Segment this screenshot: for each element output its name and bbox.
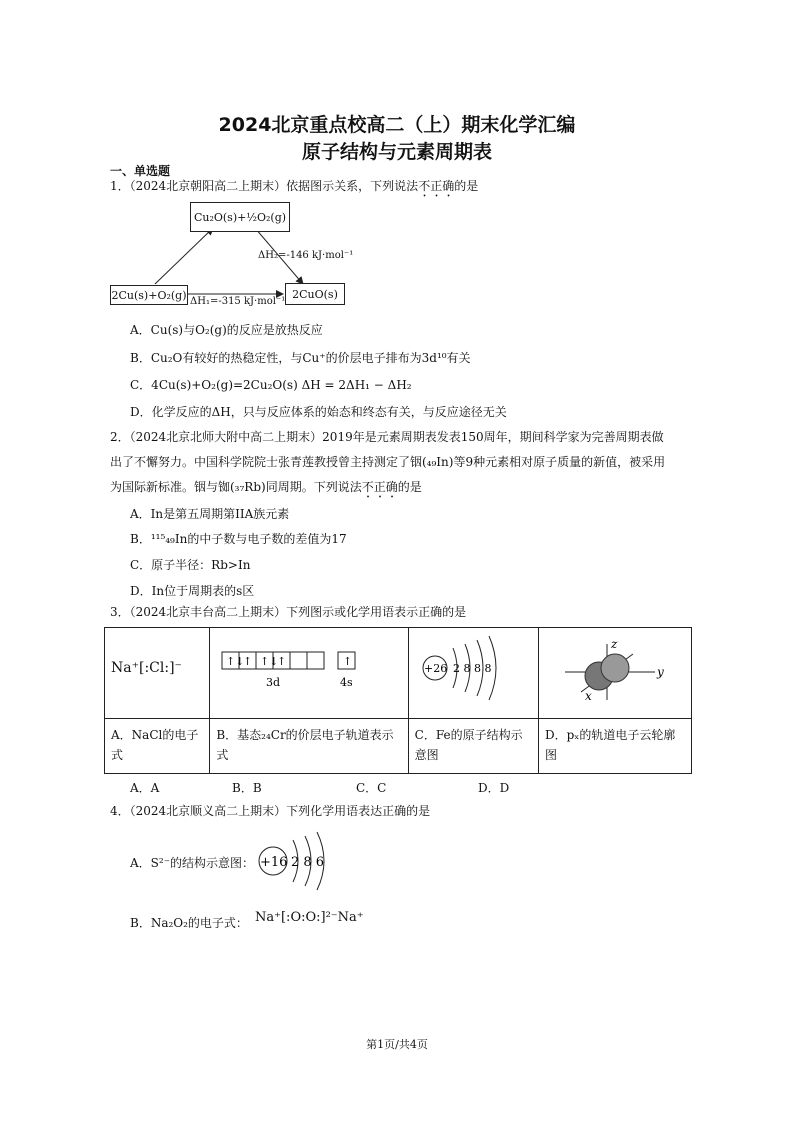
q4-option-b: B．Na₂O₂的电子式： <box>130 916 248 930</box>
q3-caption-c: C．Fe的原子结构示意图 <box>408 719 538 774</box>
s2-structure-diagram <box>255 826 345 896</box>
box-cu2o: Cu₂O(s)+½O₂(g) <box>190 202 290 232</box>
svg-text:↑: ↑ <box>277 655 287 668</box>
svg-text:↑: ↑ <box>243 655 253 668</box>
q3-figure-table <box>104 627 692 774</box>
axis-x-label: x <box>585 689 592 703</box>
q3-figure-c <box>408 628 538 719</box>
na2o2-electron-formula: Na⁺[:O:O:]²⁻Na⁺ <box>255 910 364 925</box>
q2-option-b: B．¹¹⁵₄₉In的中子数与电子数的差值为17 <box>130 532 347 546</box>
delta-h2-label: ΔH₂=-146 kJ·mol⁻¹ <box>258 250 354 261</box>
question-2-line-1: 2．（2024北京北师大附中高二上期末）2019年是元素周期表发表150周年，期间科学家为完善周期表做 <box>110 430 664 444</box>
delta-h1-label: ΔH₁=-315 kJ·mol⁻¹ <box>190 296 286 307</box>
svg-text:↑: ↑ <box>343 655 353 668</box>
orbital-label-3d: 3d <box>266 676 281 689</box>
question-2-line-3: 为国际新标准。铟与铷(₃₇Rb)同周期。下列说法不正确的是 <box>110 480 422 494</box>
orbital-label-4s: 4s <box>340 676 353 689</box>
q3-answer-b: B．B <box>232 781 262 795</box>
q3-answer-a: A．A <box>130 781 160 795</box>
fe-atomic-structure-diagram <box>415 634 527 704</box>
q3-caption-a: A．NaCl的电子式 <box>105 719 210 774</box>
section-heading: 一、单选题 <box>110 164 171 178</box>
q2-option-a: A．In是第五周期第IIA族元素 <box>130 507 290 521</box>
q1-option-a: A．Cu(s)与O₂(g)的反应是放热反应 <box>130 323 323 337</box>
q3-figure-a <box>105 628 210 719</box>
fe-shells: 2 8 8 8 <box>452 662 492 675</box>
fe-nucleus: +26 <box>423 662 447 675</box>
q3-answer-c: C．C <box>356 781 387 795</box>
document-subtitle: 原子结构与元素周期表 <box>301 141 492 163</box>
q3-figure-d <box>539 628 692 719</box>
question-3-stem: 3．（2024北京丰台高二上期末）下列图示或化学用语表示正确的是 <box>110 605 467 619</box>
page-footer: 第1页/共4页 <box>366 1038 428 1051</box>
q3-caption-d: D．pₓ的轨道电子云轮廓图 <box>539 719 692 774</box>
box-2cu-o2: 2Cu(s)+O₂(g) <box>110 285 188 305</box>
s-shells: 2 8 6 <box>291 855 325 870</box>
px-orbital-diagram <box>545 634 685 704</box>
q1-option-d: D．化学反应的ΔH，只与反应体系的始态和终态有关，与反应途径无关 <box>130 405 507 419</box>
q3-answer-d: D．D <box>478 781 510 795</box>
q4-option-a: A．S²⁻的结构示意图： <box>130 856 255 870</box>
axis-y-label: y <box>657 665 664 679</box>
question-4-stem: 4．（2024北京顺义高二上期末）下列化学用语表达正确的是 <box>110 804 431 818</box>
q1-option-c: C．4Cu(s)+O₂(g)=2Cu₂O(s) ΔH = 2ΔH₁ − ΔH₂ <box>130 378 412 392</box>
document-title: 2024北京重点校高二（上）期末化学汇编 <box>218 114 576 136</box>
svg-text:↑↓: ↑↓ <box>260 655 279 668</box>
question-1-stem: 1．（2024北京朝阳高二上期末）依据图示关系，下列说法不正确的是 <box>110 179 479 193</box>
arrow-left-to-top <box>155 228 213 284</box>
nacl-electron-formula: Na⁺[:Cl:]⁻ <box>111 660 182 676</box>
question-2-line-2: 出了不懈努力。中国科学院院士张青莲教授曾主持测定了铟(₄₉In)等9种元素相对原子质量的新值，被采用 <box>110 455 666 469</box>
q3-caption-b: B．基态₂₄Cr的价层电子轨道表示式 <box>210 719 408 774</box>
q2-option-d: D．In位于周期表的s区 <box>130 584 255 598</box>
q3-figure-b <box>210 628 408 719</box>
box-2cuo: 2CuO(s) <box>285 283 345 305</box>
cr-orbital-diagram <box>216 634 396 694</box>
axis-z-label: z <box>611 637 618 651</box>
svg-text:↑↓: ↑↓ <box>226 655 245 668</box>
q2-option-c: C．原子半径：Rb>In <box>130 558 251 572</box>
s-nucleus: +16 <box>260 855 288 870</box>
q1-option-b: B．Cu₂O有较好的热稳定性，与Cu⁺的价层电子排布为3d¹⁰有关 <box>130 351 471 365</box>
